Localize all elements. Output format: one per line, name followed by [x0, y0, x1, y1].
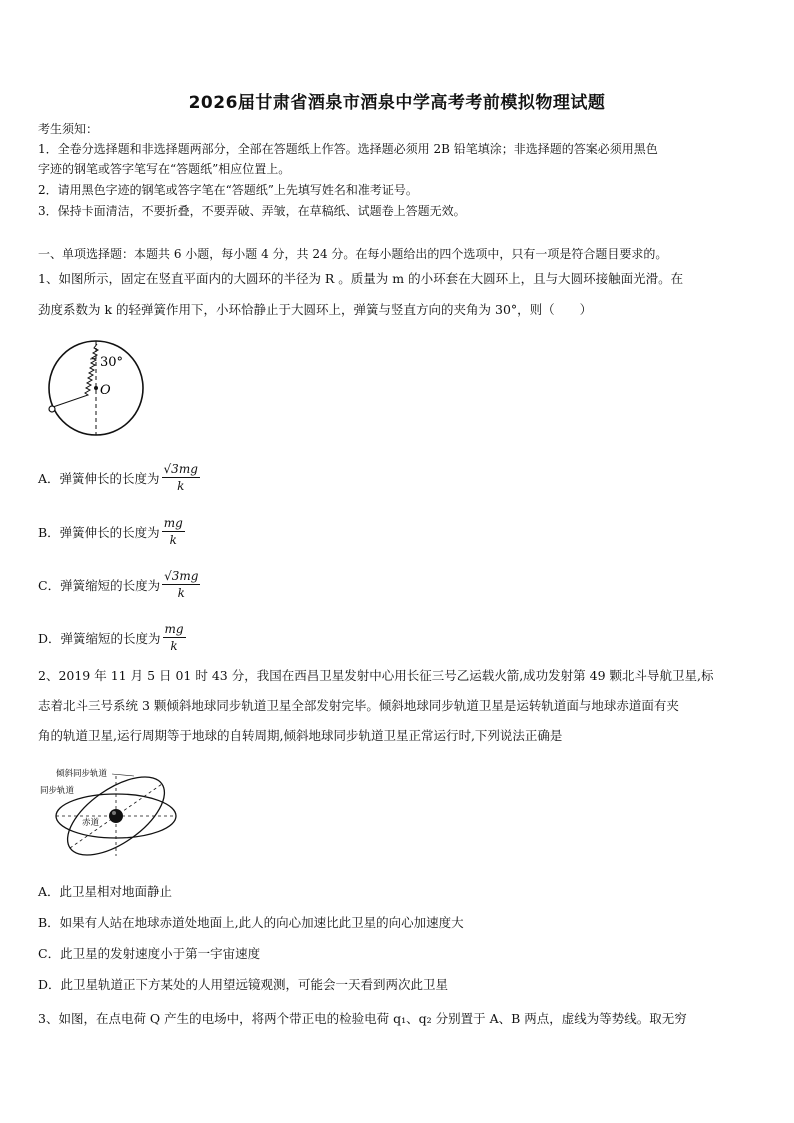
notice-item-1-cont: 字迹的钢笔或答字笔写在“答题纸”相应位置上。 [38, 162, 291, 176]
notice-heading: 考生须知： [38, 122, 99, 136]
earth-icon [109, 809, 123, 823]
fraction [162, 462, 200, 494]
question-1-option-b[interactable] [38, 516, 185, 548]
fraction-numerator: √3mg [163, 462, 198, 476]
question-2-stem-line1: 2、2019 年 11 月 5 日 01 时 43 分，我国在西昌卫星发射中心用长征三号乙运载火箭,成功发射第 49 颗北斗导航卫星,标 [38, 668, 714, 683]
option-label: B．弹簧伸长的长度为 [38, 525, 160, 540]
equator-label: 赤道 [82, 818, 100, 828]
center-point [94, 386, 98, 390]
question-2-option-b[interactable]: B．如果有人站在地球赤道处地面上,此人的向心加速比此卫星的向心加速度大 [38, 915, 464, 930]
center-label: O [100, 383, 111, 398]
fraction-denominator: k [170, 639, 178, 653]
question-2-stem-line3: 角的轨道卫星,运行周期等于地球的自转周期,倾斜地球同步轨道卫星正常运行时,下列说法正确是 [38, 728, 563, 743]
fraction-numerator: mg [164, 622, 184, 636]
question-2-option-a[interactable]: A．此卫星相对地面静止 [38, 884, 173, 899]
option-label: D．弹簧缩短的长度为 [38, 631, 161, 646]
small-ring [49, 406, 55, 412]
question-2-option-c[interactable]: C．此卫星的发射速度小于第一宇宙速度 [38, 946, 261, 961]
tilted-orbit-label: 倾斜同步轨道 [56, 769, 108, 779]
fraction-numerator: √3mg [164, 569, 199, 583]
question-1-figure [40, 336, 152, 440]
section-heading: 一、单项选择题：本题共 6 小题，每小题 4 分，共 24 分。在每小题给出的四个选项中，只有一项是符合题目要求的。 [38, 247, 668, 261]
notice-item-1: 1．全卷分选择题和非选择题两部分，全部在答题纸上作答。选择题必须用 2B 铅笔填涂；非选择题的答案必须用黑色 [38, 142, 658, 156]
question-3-stem-line1: 3、如图，在点电荷 Q 产生的电场中，将两个带正电的检验电荷 q₁、q₂ 分别置于 A、B 两点，虚线为等势线。取无穷 [38, 1011, 687, 1026]
fraction-denominator: k [169, 533, 177, 547]
fraction-denominator: k [177, 479, 185, 493]
question-1-stem-line1: 1、如图所示，固定在竖直平面内的大圆环的半径为 R 。质量为 m 的小环套在大圆环上，且与大圆环接触面光滑。在 [38, 271, 684, 286]
spring [53, 344, 98, 407]
angle-label: 30° [100, 355, 124, 370]
page-title: 2026届甘肃省酒泉市酒泉中学高考考前模拟物理试题 [188, 93, 606, 113]
notice-item-3: 3．保持卡面清洁，不要折叠，不要弄破、弄皱，在草稿纸、试题卷上答题无效。 [38, 204, 466, 218]
question-2-stem-line2: 志着北斗三号系统 3 颗倾斜地球同步轨道卫星全部发射完毕。倾斜地球同步轨道卫星是运转轨道面与地球赤道面有夹 [38, 698, 679, 713]
question-1-option-c[interactable] [38, 569, 200, 601]
option-label: A．弹簧伸长的长度为 [38, 471, 160, 486]
fraction-numerator: mg [163, 516, 183, 530]
fraction [162, 569, 200, 601]
notice-item-2: 2．请用黑色字迹的钢笔或答字笔在“答题纸”上先填写姓名和准考证号。 [38, 183, 418, 197]
fraction-denominator: k [177, 586, 185, 600]
fraction [163, 622, 186, 654]
earth-highlight [112, 811, 116, 815]
fraction [162, 516, 185, 548]
sync-orbit-label: 同步轨道 [40, 786, 75, 796]
question-2-figure [38, 762, 188, 866]
question-1-option-d[interactable] [38, 622, 186, 654]
question-2-option-d[interactable]: D．此卫星轨道正下方某处的人用望远镜观测，可能会一天看到两次此卫星 [38, 977, 449, 992]
question-1-option-a[interactable] [38, 462, 200, 494]
question-1-stem-line2: 劲度系数为 k 的轻弹簧作用下，小环恰静止于大圆环上，弹簧与竖直方向的夹角为 30°，则（ ） [38, 302, 593, 317]
leader-line-tilted [112, 774, 134, 776]
option-label: C．弹簧缩短的长度为 [38, 578, 161, 593]
